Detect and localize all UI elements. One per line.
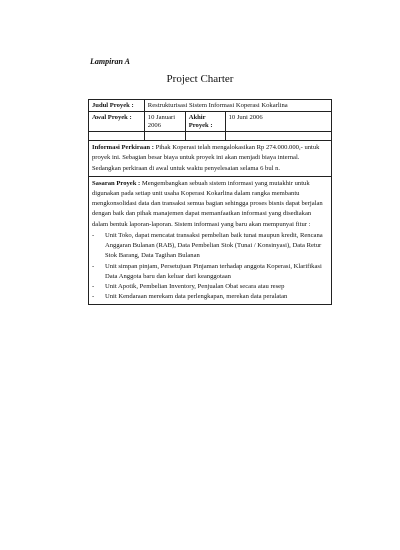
list-item <box>92 262 328 282</box>
list-item <box>92 282 328 292</box>
project-charter-table <box>88 99 332 305</box>
empty-cell <box>225 132 331 141</box>
appendix-label: Lampiran A <box>90 57 130 66</box>
empty-cell <box>89 132 145 141</box>
unit-list <box>92 231 328 303</box>
empty-cell <box>185 132 225 141</box>
start-label: Awal Proyek : <box>89 112 145 132</box>
list-dash: - <box>92 262 95 270</box>
table-row <box>89 112 332 132</box>
list-dash: - <box>92 282 95 290</box>
end-label: Akhir Proyek : <box>185 112 225 132</box>
project-title-label: Judul Proyek : <box>89 100 145 112</box>
empty-cell <box>144 132 185 141</box>
list-item-text: Unit simpan pinjam, Persetujuan Pinjaman terhadap anggota Koperasi, Klarifikasi Data Anggota baru dan keluar dari keanggotaan <box>105 262 322 280</box>
list-item-text: Unit Toko, dapat mencatat transaksi pembelian baik tunai maupun kredit, Rencana Anggaran Bulanan (RAB), Data Pembelian Stok (Tunai / Konsinyasi), Data Retur Stok Barang, Data Tagihan Bulanan <box>105 231 323 260</box>
table-row <box>89 100 332 112</box>
list-item-text: Unit Kendaraan merekam data perlengkapan, merekan data peralatan <box>105 293 288 301</box>
budget-text: Pihak Koperasi telah mengalokasikan Rp 274.000.000,- untuk proyek ini. Sebagian besar biaya untuk proyek ini akan menjadi biaya internal. Sedangkan perkiraan di awal untuk waktu penyelesaian selama 6 bul n. <box>92 144 320 172</box>
list-item <box>92 231 328 262</box>
budget-cell <box>89 141 332 177</box>
target-text: Mengembangkan sebuah sistem informasi yang mutakhir untuk digunakan pada setiap unit usaha Koperasi Kokarlina dalam rangka membantu mengkonsolidasi data dan transaksi semua bagian sehingga proses bisnis dapat berjalan dengan baik dan pihak manajemen dapat memanfaatkan informasi yang disediakan dalam bentuk laporan-laporan. Sistem informasi yang baru akan mempunyai fitur : <box>92 179 323 228</box>
target-cell <box>89 176 332 305</box>
list-dash: - <box>92 293 95 301</box>
start-value: 10 Januari 2006 <box>144 112 185 132</box>
document-title: Project Charter <box>166 73 234 85</box>
end-value: 10 Juni 2006 <box>225 112 331 132</box>
list-dash: - <box>92 231 95 239</box>
list-item-text: Unit Apotik, Pembelian Inventory, Penjualan Obat secara atau resep <box>105 282 285 290</box>
table-row <box>89 141 332 177</box>
target-paragraph <box>92 179 328 230</box>
project-title-value: Restrukturisasi Sistem Informasi Koperasi Kokarlina <box>144 100 331 112</box>
list-item <box>92 292 328 302</box>
target-label: Sasaran Proyek : <box>92 179 141 187</box>
table-row <box>89 176 332 305</box>
table-row <box>89 132 332 141</box>
budget-label: Informasi Perkiraan : <box>92 144 154 152</box>
